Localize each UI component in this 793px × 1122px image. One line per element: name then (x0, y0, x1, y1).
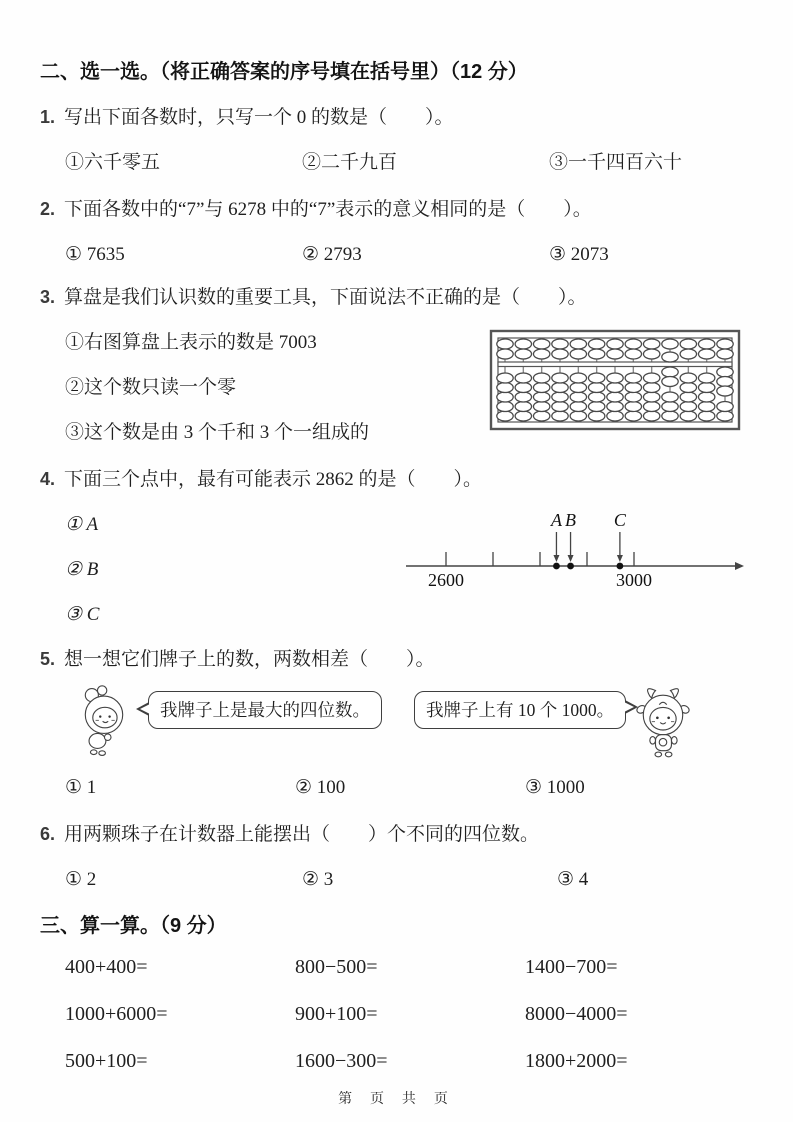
calc-problem-4: 1000+6000= (65, 1003, 168, 1025)
page-footer: 第 页 共 页 (338, 1090, 455, 1106)
question-4-line (40, 466, 753, 493)
question-6-options (40, 867, 753, 893)
svg-text:C: C (613, 510, 626, 530)
svg-text:A: A (550, 510, 562, 530)
question-5-options (40, 775, 753, 801)
question-6-text: 用两颗珠子在计数器上能摆出（ ）个不同的四位数。 (64, 824, 540, 845)
question-5-number: 5. (40, 649, 56, 669)
child-character-icon (76, 683, 132, 769)
question-3-number: 3. (40, 287, 56, 307)
calc-problem-6: 8000−4000= (525, 1003, 628, 1025)
question-2-number: 2. (40, 199, 56, 219)
abacus-figure (489, 329, 741, 431)
question-2-option-2: ② 2793 (302, 244, 362, 265)
number-line-image (398, 502, 750, 594)
question-1-line (40, 104, 753, 131)
question-3-line (40, 284, 753, 311)
question-2-option-1: ① 7635 (65, 244, 125, 265)
svg-text:B: B (565, 510, 577, 530)
calc-problem-8: 1600−300= (295, 1050, 388, 1072)
question-5-option-1: ① 1 (65, 777, 97, 798)
question-6-option-2: ② 3 (302, 869, 334, 890)
question-5 (40, 646, 753, 801)
question-4 (40, 466, 753, 628)
speech-bubble-left-text: 我牌子上是最大的四位数。 (160, 700, 370, 720)
question-1-option-3: ③一千四百六十 (549, 152, 683, 173)
speech-bubble-right (414, 691, 626, 729)
question-1-option-1: ①六千零五 (65, 152, 161, 173)
question-3 (40, 284, 753, 446)
section2-title: 二、选一选。（将正确答案的序号填在括号里）（12 分） (40, 61, 528, 83)
question-6-line (40, 821, 753, 848)
question-2-text: 下面各数中的“7”与 6278 中的“7”表示的意义相同的是（ ）。 (64, 199, 592, 220)
question-1-option-2: ②二千九百 (302, 152, 398, 173)
calc-problem-1: 400+400= (65, 956, 148, 978)
svg-text:3000: 3000 (616, 570, 652, 590)
ox-character-icon (632, 683, 694, 777)
question-5-option-2: ② 100 (295, 777, 346, 798)
question-4-option-2: ② B (65, 559, 99, 580)
question-6-option-3: ③ 4 (557, 869, 589, 890)
question-5-option-3: ③ 1000 (525, 777, 585, 798)
question-2-option-3: ③ 2073 (549, 244, 609, 265)
question-6-number: 6. (40, 824, 56, 844)
calc-problem-2: 800−500= (295, 956, 378, 978)
question-5-text: 想一想它们牌子上的数，两数相差（ ）。 (64, 649, 435, 670)
question-2-line (40, 196, 753, 223)
question-4-text: 下面三个点中，最有可能表示 2862 的是（ ）。 (64, 469, 483, 490)
question-4-option-1: ① A (65, 514, 99, 535)
question-6-option-1: ① 2 (65, 869, 97, 890)
speech-bubble-right-text: 我牌子上有 10 个 1000。 (426, 700, 615, 720)
section3-title: 三、算一算。（9 分） (40, 915, 227, 937)
question-2 (40, 196, 753, 268)
question-2-options (40, 242, 753, 268)
question-1-number: 1. (40, 107, 56, 127)
calc-problem-9: 1800+2000= (525, 1050, 628, 1072)
calc-problem-5: 900+100= (295, 1003, 378, 1025)
question-3-option-3: ③这个数是由 3 个千和 3 个一组成的 (65, 422, 370, 443)
question-5-figure-row (76, 683, 753, 769)
question-4-number: 4. (40, 469, 56, 489)
question-1 (40, 104, 753, 176)
calc-problem-7: 500+100= (65, 1050, 148, 1072)
number-line-figure (398, 502, 750, 594)
question-1-text: 写出下面各数时，只写一个 0 的数是（ ）。 (64, 107, 454, 128)
calc-problem-3: 1400−700= (525, 956, 618, 978)
speech-bubble-left (148, 691, 382, 729)
question-3-option-2: ②这个数只读一个零 (65, 377, 237, 398)
question-4-option-3: ③ C (65, 604, 100, 625)
abacus-image (489, 329, 741, 431)
question-5-line (40, 646, 753, 673)
question-1-options (40, 150, 753, 176)
question-6 (40, 821, 753, 893)
svg-text:2600: 2600 (428, 570, 464, 590)
question-3-text: 算盘是我们认识数的重要工具，下面说法不正确的是（ ）。 (64, 287, 587, 308)
calculation-grid (40, 954, 753, 1074)
question-3-option-1: ①右图算盘上表示的数是 7003 (65, 332, 317, 353)
